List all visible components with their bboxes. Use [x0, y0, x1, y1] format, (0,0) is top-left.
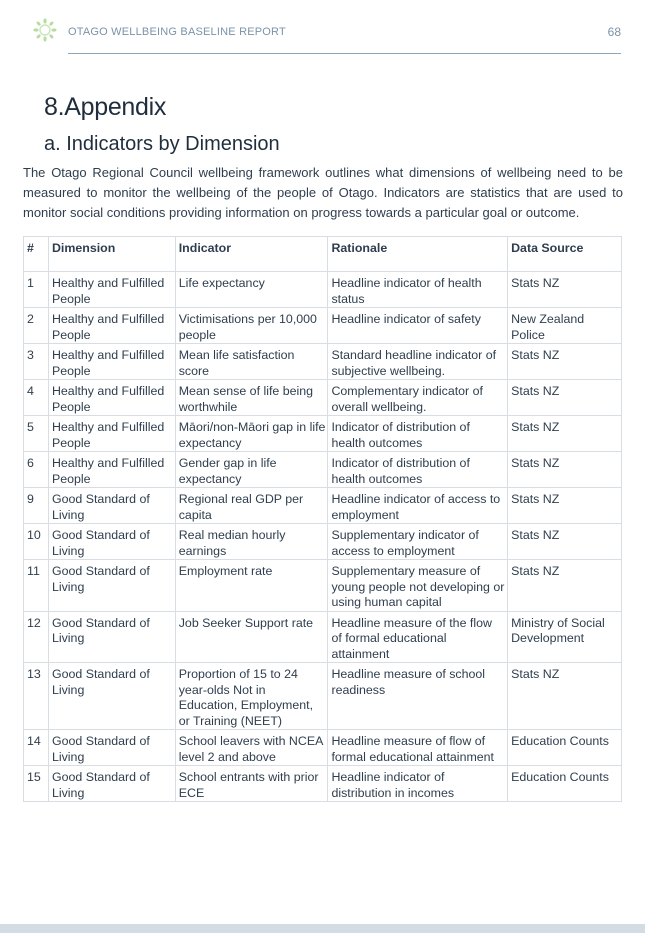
row-number: 6	[24, 452, 49, 488]
data-source-cell: Ministry of Social Development	[508, 611, 622, 663]
row-number: 2	[24, 308, 49, 344]
dimension-cell: Healthy and Fulfilled People	[48, 344, 175, 380]
intro-paragraph: The Otago Regional Council wellbeing framework outlines what dimensions of wellbeing need to be measured to monitor the wellbeing of the people of Otago. Indicators are statistics that are used to monitor social conditions providing information on progress towards a particular goal or outcome.	[23, 165, 623, 220]
dimension-cell: Healthy and Fulfilled People	[48, 416, 175, 452]
indicator-cell: Life expectancy	[175, 272, 328, 308]
column-header: Data Source	[508, 237, 622, 272]
page-number: 68	[607, 25, 621, 39]
table-row	[24, 730, 622, 766]
data-source-cell: Stats NZ	[508, 560, 622, 612]
table-row	[24, 344, 622, 380]
data-source-cell: Stats NZ	[508, 452, 622, 488]
table-row	[24, 380, 622, 416]
report-title: OTAGO WELLBEING BASELINE REPORT	[68, 26, 286, 38]
footer-bar	[0, 924, 645, 933]
dimension-cell: Healthy and Fulfilled People	[48, 308, 175, 344]
data-source-cell: Education Counts	[508, 766, 622, 802]
column-header: Dimension	[48, 237, 175, 272]
rationale-cell: Headline measure of the flow of formal educational attainment	[328, 611, 508, 663]
indicator-cell: Job Seeker Support rate	[175, 611, 328, 663]
indicator-cell: Employment rate	[175, 560, 328, 612]
table-row	[24, 560, 622, 612]
rationale-cell: Headline measure of school readiness	[328, 663, 508, 730]
indicator-cell: Mean sense of life being worthwhile	[175, 380, 328, 416]
row-number: 4	[24, 380, 49, 416]
row-number: 3	[24, 344, 49, 380]
data-source-cell: Stats NZ	[508, 663, 622, 730]
table-row	[24, 524, 622, 560]
indicators-table	[23, 236, 622, 802]
row-number: 5	[24, 416, 49, 452]
indicator-cell: School entrants with prior ECE	[175, 766, 328, 802]
rationale-cell: Headline indicator of distribution in incomes	[328, 766, 508, 802]
dimension-cell: Good Standard of Living	[48, 663, 175, 730]
rationale-cell: Headline measure of flow of formal educational attainment	[328, 730, 508, 766]
table-row	[24, 416, 622, 452]
table-row	[24, 663, 622, 730]
dimension-cell: Good Standard of Living	[48, 730, 175, 766]
table-body	[24, 272, 622, 802]
indicator-cell: Real median hourly earnings	[175, 524, 328, 560]
rationale-cell: Headline indicator of safety	[328, 308, 508, 344]
row-number: 10	[24, 524, 49, 560]
dimension-cell: Good Standard of Living	[48, 560, 175, 612]
rationale-cell: Headline indicator of access to employment	[328, 488, 508, 524]
row-number: 11	[24, 560, 49, 612]
table-header-row	[24, 237, 622, 272]
table-row	[24, 488, 622, 524]
table-row	[24, 452, 622, 488]
indicator-cell: Mean life satisfaction score	[175, 344, 328, 380]
dimension-cell: Good Standard of Living	[48, 524, 175, 560]
rationale-cell: Indicator of distribution of health outcomes	[328, 452, 508, 488]
data-source-cell: Stats NZ	[508, 272, 622, 308]
indicator-cell: Gender gap in life expectancy	[175, 452, 328, 488]
column-header: Indicator	[175, 237, 328, 272]
data-source-cell: Stats NZ	[508, 416, 622, 452]
data-source-cell: Stats NZ	[508, 488, 622, 524]
data-source-cell: Stats NZ	[508, 380, 622, 416]
column-header: Rationale	[328, 237, 508, 272]
rationale-cell: Standard headline indicator of subjective wellbeing.	[328, 344, 508, 380]
rationale-cell: Headline indicator of health status	[328, 272, 508, 308]
dimension-cell: Healthy and Fulfilled People	[48, 380, 175, 416]
row-number: 13	[24, 663, 49, 730]
data-source-cell: Stats NZ	[508, 524, 622, 560]
table-row	[24, 611, 622, 663]
section-title: 8.Appendix	[44, 93, 167, 121]
indicator-cell: School leavers with NCEA level 2 and above	[175, 730, 328, 766]
data-source-cell: Stats NZ	[508, 344, 622, 380]
row-number: 9	[24, 488, 49, 524]
row-number: 14	[24, 730, 49, 766]
indicator-cell: Victimisations per 10,000 people	[175, 308, 328, 344]
page-header	[33, 18, 623, 56]
table-row	[24, 272, 622, 308]
indicator-cell: Regional real GDP per capita	[175, 488, 328, 524]
rationale-cell: Supplementary indicator of access to employment	[328, 524, 508, 560]
table-row	[24, 766, 622, 802]
leaf-wreath-icon	[33, 18, 57, 42]
row-number: 12	[24, 611, 49, 663]
dimension-cell: Healthy and Fulfilled People	[48, 272, 175, 308]
rationale-cell: Indicator of distribution of health outcomes	[328, 416, 508, 452]
indicator-cell: Māori/non-Māori gap in life expectancy	[175, 416, 328, 452]
indicator-cell: Proportion of 15 to 24 year-olds Not in Education, Employment, or Training (NEET)	[175, 663, 328, 730]
dimension-cell: Good Standard of Living	[48, 611, 175, 663]
row-number: 1	[24, 272, 49, 308]
header-divider	[68, 53, 621, 54]
column-header: #	[24, 237, 49, 272]
row-number: 15	[24, 766, 49, 802]
rationale-cell: Supplementary measure of young people not developing or using human capital	[328, 560, 508, 612]
dimension-cell: Good Standard of Living	[48, 488, 175, 524]
data-source-cell: Education Counts	[508, 730, 622, 766]
table-row	[24, 308, 622, 344]
rationale-cell: Complementary indicator of overall wellbeing.	[328, 380, 508, 416]
dimension-cell: Healthy and Fulfilled People	[48, 452, 175, 488]
data-source-cell: New Zealand Police	[508, 308, 622, 344]
subsection-title: a. Indicators by Dimension	[44, 133, 280, 155]
dimension-cell: Good Standard of Living	[48, 766, 175, 802]
